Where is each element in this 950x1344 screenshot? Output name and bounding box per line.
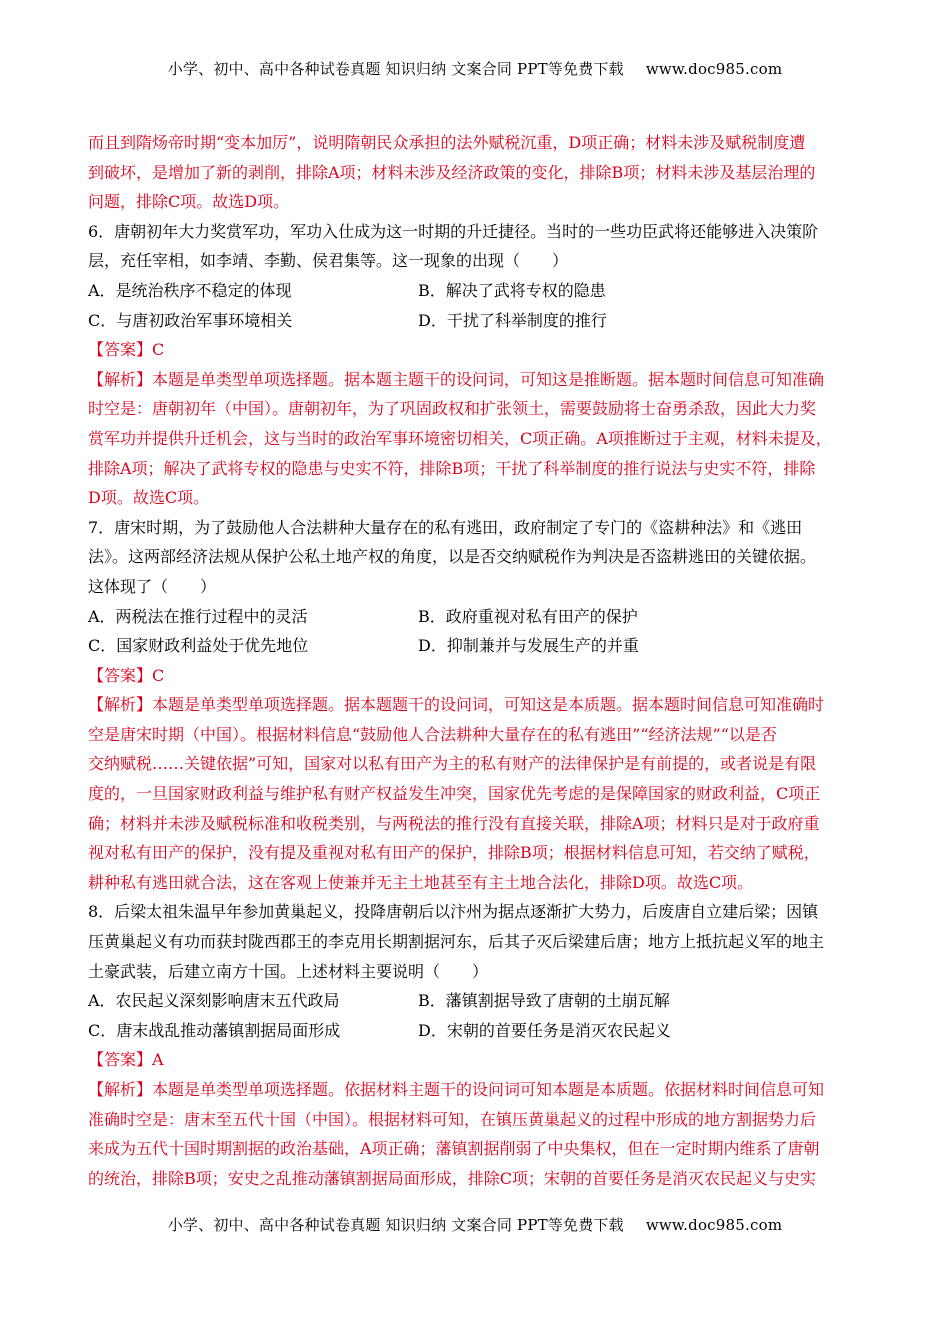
answer-label: 【答案】C — [88, 340, 165, 360]
analysis-line: 时空是：唐朝初年（中国）。唐朝初年，为了巩固政权和扩张领土，需要鼓励将士奋勇杀敌，因此大力奖 — [88, 399, 817, 419]
analysis-line: 准确时空是：唐末至五代十国（中国）。根据材料可知，在镇压黄巢起义的过程中形成的地方割据势力后 — [88, 1109, 817, 1129]
options-row — [88, 1016, 863, 1046]
option-d: D．宋朝的首要任务是消灭农民起义 — [418, 1020, 671, 1040]
option-a: A．两税法在推行过程中的灵活 — [88, 606, 308, 626]
question-stem-line: 层，充任宰相，如李靖、李勤、侯君集等。这一现象的出现（ ） — [88, 251, 569, 271]
question-6 — [88, 217, 863, 513]
option-d: D．抑制兼并与发展生产的并重 — [418, 636, 639, 656]
options-row — [88, 986, 863, 1016]
option-c: C．唐末战乱推动藩镇割据局面形成 — [88, 1020, 341, 1040]
analysis-line: 【解析】本题是单类型单项选择题。据本题主题干的设问词，可知这是推断题。据本题时间信息可知准确 — [88, 369, 825, 389]
analysis-line: 来成为五代十国时期割据的政治基础，A项正确；藩镇割据削弱了中央集权，但在一定时期内维系了唐朝 — [88, 1139, 820, 1159]
footer-site[interactable]: www.doc985.com — [645, 1216, 783, 1234]
document-body — [88, 128, 863, 1193]
option-d: D．干扰了科举制度的推行 — [418, 310, 607, 330]
options-row — [88, 306, 863, 336]
option-a: A．农民起义深刻影响唐末五代政局 — [88, 991, 340, 1011]
question-stem-line: 6．唐朝初年大力奖赏军功，军功入仕成为这一时期的升迁捷径。当时的一些功臣武将还能够进入决策阶 — [88, 221, 819, 241]
analysis-line: 排除A项；解决了武将专权的隐患与史实不符，排除B项；干扰了科举制度的推行说法与史实不符，排除 — [88, 458, 816, 478]
answer-label: 【答案】C — [88, 665, 165, 685]
continuation-analysis — [88, 128, 863, 217]
analysis-line: 视对私有田产的保护，没有提及重视对私有田产的保护，排除B项；根据材料信息可知，若交纳了赋税， — [88, 843, 820, 863]
analysis-line: D项。故选C项。 — [88, 488, 210, 508]
options-row — [88, 276, 863, 306]
analysis-line: 空是唐宋时期（中国）。根据材料信息“鼓励他人合法耕种大量存在的私有逃田”“经济法规”“以是否 — [88, 724, 777, 744]
analysis-line: 赏军功并提供升迁机会，这与当时的政治军事环境密切相关，C项正确。A项推断过于主观，材料未提及， — [88, 428, 832, 448]
analysis-line: 耕种私有逃田就合法，这在客观上使兼并无主土地甚至有主土地合法化，排除D项。故选C项。 — [88, 872, 754, 892]
text-line: 到破坏，是增加了新的剥削，排除A项；材料未涉及经济政策的变化，排除B项；材料未涉及基层治理的 — [88, 162, 816, 182]
option-c: C．国家财政利益处于优先地位 — [88, 636, 309, 656]
option-c: C．与唐初政治军事环境相关 — [88, 310, 293, 330]
analysis-line: 【解析】本题是单类型单项选择题。依据材料主题干的设问词可知本题是本质题。依据材料时间信息可知 — [88, 1080, 825, 1099]
analysis-line: 【解析】本题是单类型单项选择题。据本题题干的设问词，可知这是本质题。据本题时间信息可知准确时 — [88, 695, 825, 715]
question-stem-line: 8．后梁太祖朱温早年参加黄巢起义，投降唐朝后以汴州为据点逐渐扩大势力，后废唐自立建后梁；因镇 — [88, 902, 819, 922]
option-b: B．解决了武将专权的隐患 — [418, 280, 606, 300]
analysis-line: 的统治，排除B项；安史之乱推动藩镇割据局面形成，排除C项；宋朝的首要任务是消灭农民起义与史实 — [88, 1168, 817, 1188]
footer-text: 小学、初中、高中各种试卷真题 知识归纳 文案合同 PPT等免费下载 — [167, 1216, 624, 1234]
question-7 — [88, 513, 863, 898]
question-stem-line: 压黄巢起义有功而获封陇西郡王的李克用长期割据河东，后其子灭后梁建后唐；地方上抵抗起义军的地主 — [88, 932, 825, 952]
analysis-line: 交纳赋税……关键依据”可知，国家对以私有田产为主的私有财产的法律保护是有前提的，或者说是有限 — [88, 754, 817, 774]
options-row — [88, 631, 863, 661]
analysis-line: 度的，一旦国家财政利益与维护私有财产权益发生冲突，国家优先考虑的是保障国家的财政利益，C项正 — [88, 784, 821, 804]
page-footer — [0, 1214, 950, 1235]
text-line: 而且到隋炀帝时期“变本加厉”，说明隋朝民众承担的法外赋税沉重，D项正确；材料未涉及赋税制度遭 — [88, 133, 806, 152]
question-8 — [88, 897, 863, 1193]
text-line: 问题，排除C项。故选D项。 — [88, 192, 290, 212]
question-stem-line: 7．唐宋时期，为了鼓励他人合法耕种大量存在的私有逃田，政府制定了专门的《盗耕种法》和《逃田 — [88, 517, 803, 537]
answer-label: 【答案】A — [88, 1050, 164, 1070]
option-b: B．政府重视对私有田产的保护 — [418, 606, 638, 626]
header-text: 小学、初中、高中各种试卷真题 知识归纳 文案合同 PPT等免费下载 — [167, 60, 624, 78]
question-stem-line: 法》。这两部经济法规从保护公私土地产权的角度，以是否交纳赋税作为判决是否盗耕逃田的关键依据。 — [88, 547, 817, 567]
options-row — [88, 602, 863, 632]
page-header — [0, 58, 950, 79]
option-b: B．藩镇割据导致了唐朝的土崩瓦解 — [418, 991, 670, 1011]
option-a: A．是统治秩序不稳定的体现 — [88, 280, 292, 300]
question-stem-line: 这体现了（ ） — [88, 576, 217, 596]
header-site[interactable]: www.doc985.com — [645, 60, 783, 78]
analysis-line: 确；材料并未涉及赋税标准和收税类别，与两税法的推行没有直接关联，排除A项；材料只是对于政府重 — [88, 813, 820, 833]
question-stem-line: 土豪武装，后建立南方十国。上述材料主要说明（ ） — [88, 961, 489, 981]
